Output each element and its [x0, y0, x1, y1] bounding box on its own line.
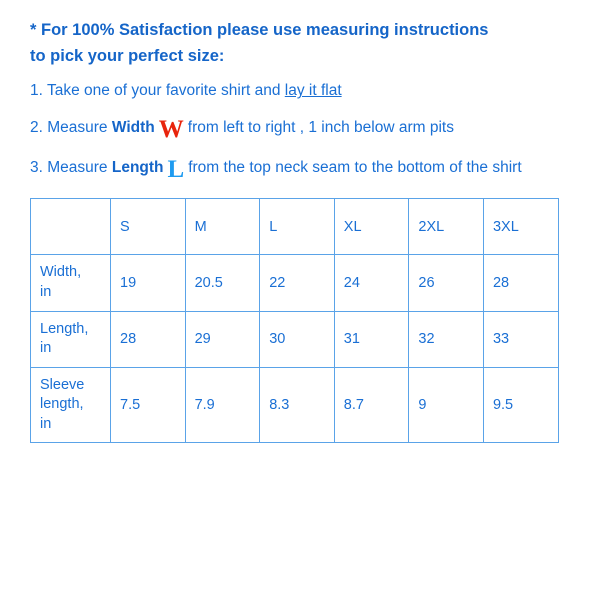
column-header-m: M [185, 199, 260, 255]
cell-sleeve-m: 7.9 [185, 367, 260, 443]
cell-length-m: 29 [185, 311, 260, 367]
column-header-l: L [260, 199, 335, 255]
instruction-step-3 [30, 156, 572, 182]
step-1-number: 1. [30, 82, 43, 100]
cell-length-xl: 31 [334, 311, 409, 367]
size-chart-table [30, 198, 559, 443]
row-header-length [31, 311, 111, 367]
cell-sleeve-xl: 8.7 [334, 367, 409, 443]
step-3-number: 3. [30, 159, 43, 177]
cell-sleeve-3xl: 9.5 [483, 367, 558, 443]
row-header-width-line-1: Width, [40, 264, 82, 281]
cell-width-s: 19 [111, 255, 186, 311]
cell-width-m: 20.5 [185, 255, 260, 311]
page-title-line-2: to pick your perfect size: [30, 46, 225, 65]
row-header-width [31, 255, 111, 311]
column-header-3xl: 3XL [483, 199, 558, 255]
table-row [31, 367, 559, 443]
table-row [31, 255, 559, 311]
cell-sleeve-s: 7.5 [111, 367, 186, 443]
table-corner-cell [31, 199, 111, 255]
instruction-step-2 [30, 116, 572, 142]
page-title-line-1: * For 100% Satisfaction please use measuring instructions [30, 21, 489, 39]
cell-length-3xl: 33 [483, 311, 558, 367]
row-header-length-line-1: Length, [40, 320, 89, 337]
table-header-row [31, 199, 559, 255]
cell-length-2xl: 32 [409, 311, 484, 367]
length-marker-icon: L [167, 156, 185, 184]
step-2-number: 2. [30, 119, 43, 137]
row-header-length-line-2: in [40, 340, 52, 357]
cell-width-l: 22 [260, 255, 335, 311]
page-title [30, 18, 572, 69]
step-1-emphasis: lay it flat [284, 82, 342, 100]
cell-width-3xl: 28 [483, 255, 558, 311]
cell-width-2xl: 26 [409, 255, 484, 311]
row-header-width-line-2: in [40, 283, 52, 300]
step-2-bold-term: Width [111, 119, 155, 137]
instruction-step-1 [30, 79, 572, 102]
row-header-sleeve-line-2: length, [40, 396, 84, 413]
step-2-text-before: Measure [42, 119, 112, 137]
step-2-text-after: from left to right , 1 inch below arm pits [187, 119, 454, 137]
step-1-text-before: Take one of your favorite shirt and [42, 82, 285, 100]
column-header-2xl: 2XL [409, 199, 484, 255]
column-header-xl: XL [334, 199, 409, 255]
cell-length-s: 28 [111, 311, 186, 367]
row-header-sleeve-length [31, 367, 111, 443]
width-marker-icon: W [158, 116, 184, 144]
cell-length-l: 30 [260, 311, 335, 367]
cell-sleeve-2xl: 9 [409, 367, 484, 443]
column-header-s: S [111, 199, 186, 255]
row-header-sleeve-line-1: Sleeve [40, 376, 85, 393]
cell-sleeve-l: 8.3 [260, 367, 335, 443]
row-header-sleeve-line-3: in [40, 415, 52, 432]
step-3-text-before: Measure [42, 159, 112, 177]
step-3-bold-term: Length [111, 159, 164, 177]
step-3-text-wrap: the shirt [466, 159, 522, 177]
table-row [31, 311, 559, 367]
cell-width-xl: 24 [334, 255, 409, 311]
step-3-text-after: from the top neck seam to the bottom of [188, 159, 463, 177]
